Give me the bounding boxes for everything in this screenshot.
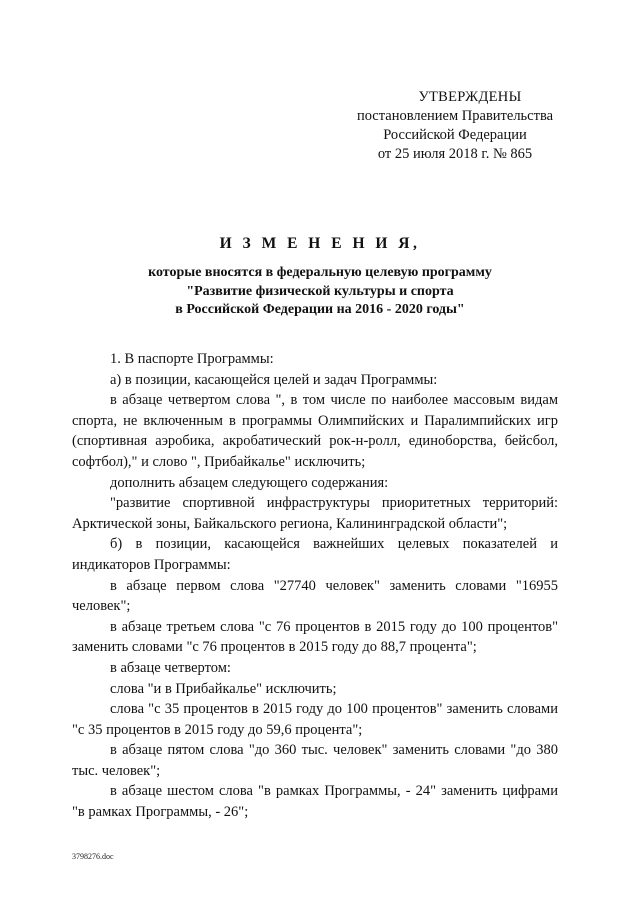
document-subtitle-line-1: которые вносятся в федеральную целевую программу [148, 265, 492, 280]
paragraph-sixth-paragraph-change: в абзаце шестом слова "в рамках Программы, - 24" заменить цифрами "в рамках Программы, - 26"; [72, 783, 558, 821]
paragraph-35-percent-change: слова "с 35 процентов в 2015 году до 100 процентов" заменить словами "с 35 процентов в 2015 году до 59,6 процента"; [72, 701, 558, 738]
approval-line-2: Российской Федерации [383, 127, 527, 143]
paragraph-add-paragraph: дополнить абзацем следующего содержания: [110, 474, 389, 491]
approval-stamp: УТВЕРЖДЕНЫ [418, 89, 522, 105]
footer-doc-id: 3798276.doc [72, 852, 114, 861]
document-body [72, 349, 558, 823]
paragraph-passport: 1. В паспорте Программы: [110, 351, 274, 367]
approval-block [340, 88, 570, 164]
paragraph-goals-position: а) в позиции, касающейся целей и задач Программы: [110, 371, 438, 388]
approval-line-1: постановлением Правительства [356, 108, 554, 124]
paragraph-fourth-paragraph-heading: в абзаце четвертом: [110, 659, 231, 676]
paragraph-infrastructure-quote: "развитие спортивной инфраструктуры приоритетных территорий: Арктической зоны, Байкальского региона, Калининградской области"; [72, 495, 558, 532]
document-subtitle-line-2: "Развитие физической культуры и спорта [186, 283, 454, 299]
paragraph-indicators-position: б) в позиции, касающейся важнейших целевых показателей и индикаторов Программы: [72, 536, 558, 573]
paragraph-first-paragraph-change: в абзаце первом слова "27740 человек" заменить словами "16955 человек"; [72, 577, 558, 615]
paragraph-baikal-removal: слова "и в Прибайкалье" исключить; [110, 680, 337, 697]
paragraph-fourth-paragraph-change: в абзаце четвертом слова ", в том числе по наиболее массовым видам спорта, не включенным в программы Олимпийских и Паралимпийских игр (спортивная аэробика, акробатический рок-н-ролл, единоборства, бейсбол, софтбол)," и слово ", Прибайкалье" исключить; [72, 392, 558, 470]
document-subtitle-line-3: в Российской Федерации на 2016 - 2020 годы" [175, 302, 465, 317]
approval-line-3: от 25 июля 2018 г. № 865 [377, 146, 533, 162]
document-heading [60, 232, 580, 320]
document-title: И З М Е Н Е Н И Я, [219, 235, 421, 252]
paragraph-fifth-paragraph-change: в абзаце пятом слова "до 360 тыс. человек" заменить словами "до 380 тыс. человек"; [72, 742, 558, 779]
paragraph-third-paragraph-change: в абзаце третьем слова "с 76 процентов в 2015 году до 100 процентов" заменить словами "с 76 процентов в 2015 году до 88,7 процента"; [72, 618, 558, 656]
